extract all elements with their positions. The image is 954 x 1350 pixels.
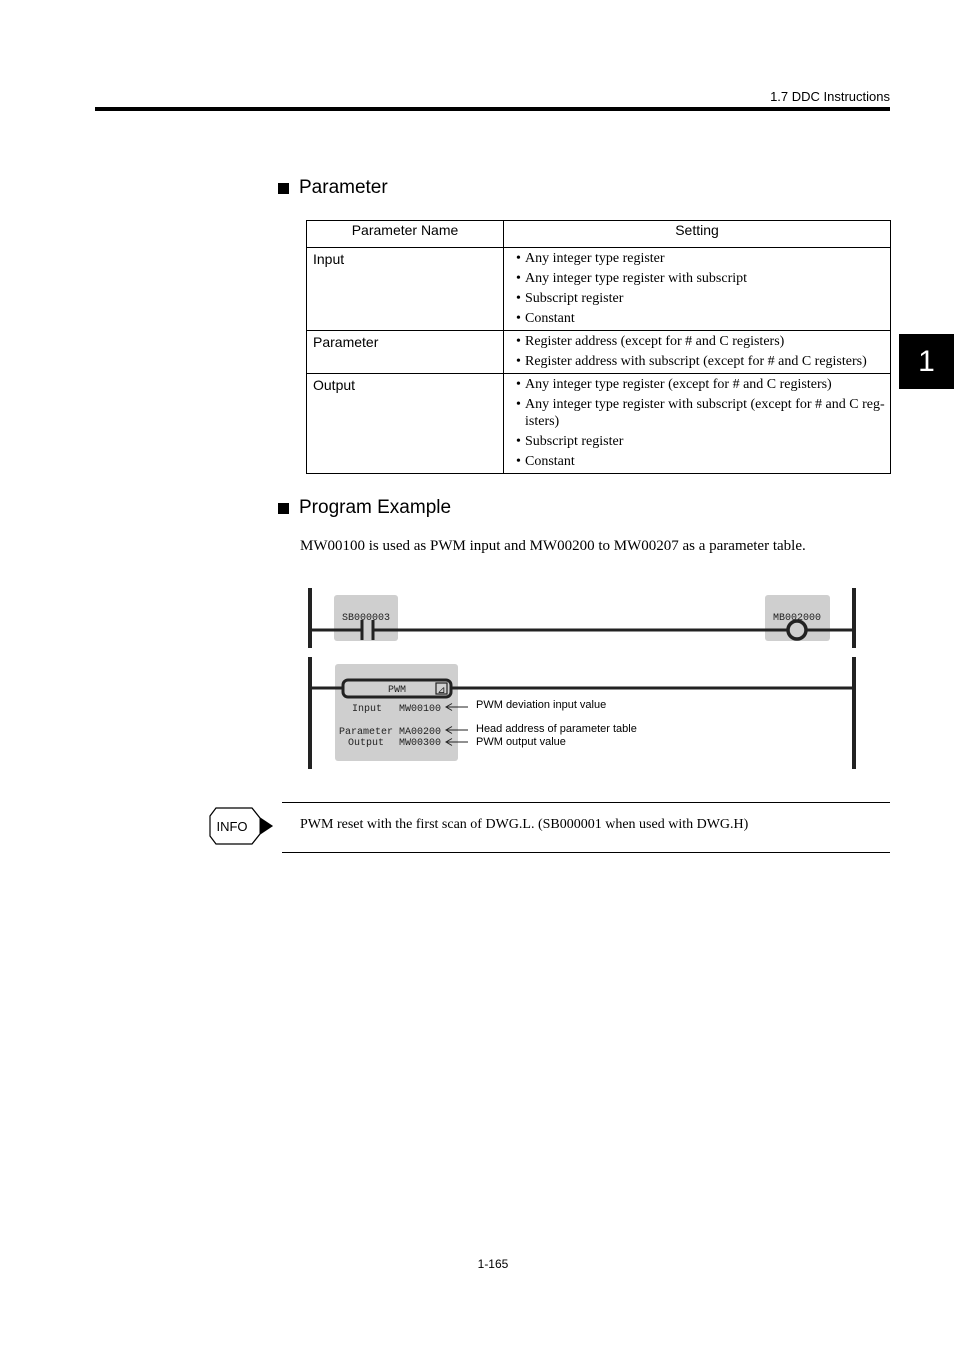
parameter-heading [278,177,388,199]
setting-item: • Constant [516,310,886,327]
info-top-rule [282,802,890,803]
setting-item: • Any integer type register with subscript [516,270,886,287]
parameter-annotation: Head address of parameter table [476,723,637,735]
output-annotation: PWM output value [476,736,566,748]
parameter-heading-text: Parameter [299,177,388,198]
parameter-label: Parameter [339,727,394,738]
setting-item: • Any integer type register (except for # and C registers) [516,376,886,393]
info-icon-label: INFO [216,819,248,834]
right-power-rail [852,657,856,769]
input-annotation: PWM deviation input value [476,699,607,711]
setting-item: • Constant [516,453,886,470]
parameter-name: Input [307,248,504,331]
setting-item: • Register address with subscript (except for # and C registers) [516,353,886,370]
info-icon [208,806,274,846]
setting-item: • Subscript register [516,290,886,307]
parameter-table [306,220,891,474]
left-power-rail [308,657,312,769]
ladder-diagram [300,580,870,780]
output-address: MW00300 [399,738,442,749]
output-label: Output [348,738,385,749]
setting-item: • Register address (except for # and C registers) [516,333,886,350]
setting-item: • Subscript register [516,433,886,450]
info-bottom-rule [282,852,890,853]
parameter-name: Output [307,374,504,474]
coil-label: MB002000 [772,613,822,624]
column-header: Setting [504,221,891,248]
parameter-settings [504,248,891,331]
function-type-glyph: ⊿ [437,685,446,696]
chapter-tab: 1 [899,334,954,389]
input-address: MW00100 [399,704,442,715]
function-name: PWM [387,685,407,696]
table-row [307,374,891,474]
contact-label: SB000003 [341,613,391,624]
running-header: 1.7 DDC Instructions [770,89,890,104]
setting-item: • Any integer type register [516,250,886,267]
input-label: Input [352,704,383,715]
info-text: PWM reset with the first scan of DWG.L. (SB000001 when used with DWG.H) [300,817,749,832]
square-bullet-icon [278,503,289,514]
parameter-name: Parameter [307,331,504,374]
program-example-heading-text: Program Example [299,497,452,518]
parameter-settings [504,331,891,374]
page-number: 1-165 [477,1257,509,1271]
square-bullet-icon [278,183,289,194]
column-header: Parameter Name [307,221,504,248]
setting-item: • Any integer type register with subscript (except for # and C reg-isters) [516,396,886,430]
table-row [307,331,891,374]
parameter-address: MA00200 [399,727,442,738]
header-rule [95,107,890,111]
right-power-rail [852,588,856,648]
example-description: MW00100 is used as PWM input and MW00200 to MW00207 as a parameter table. [300,538,806,554]
table-header-row [307,221,891,248]
left-power-rail [308,588,312,648]
table-row [307,248,891,331]
parameter-settings [504,374,891,474]
program-example-heading [278,497,451,519]
